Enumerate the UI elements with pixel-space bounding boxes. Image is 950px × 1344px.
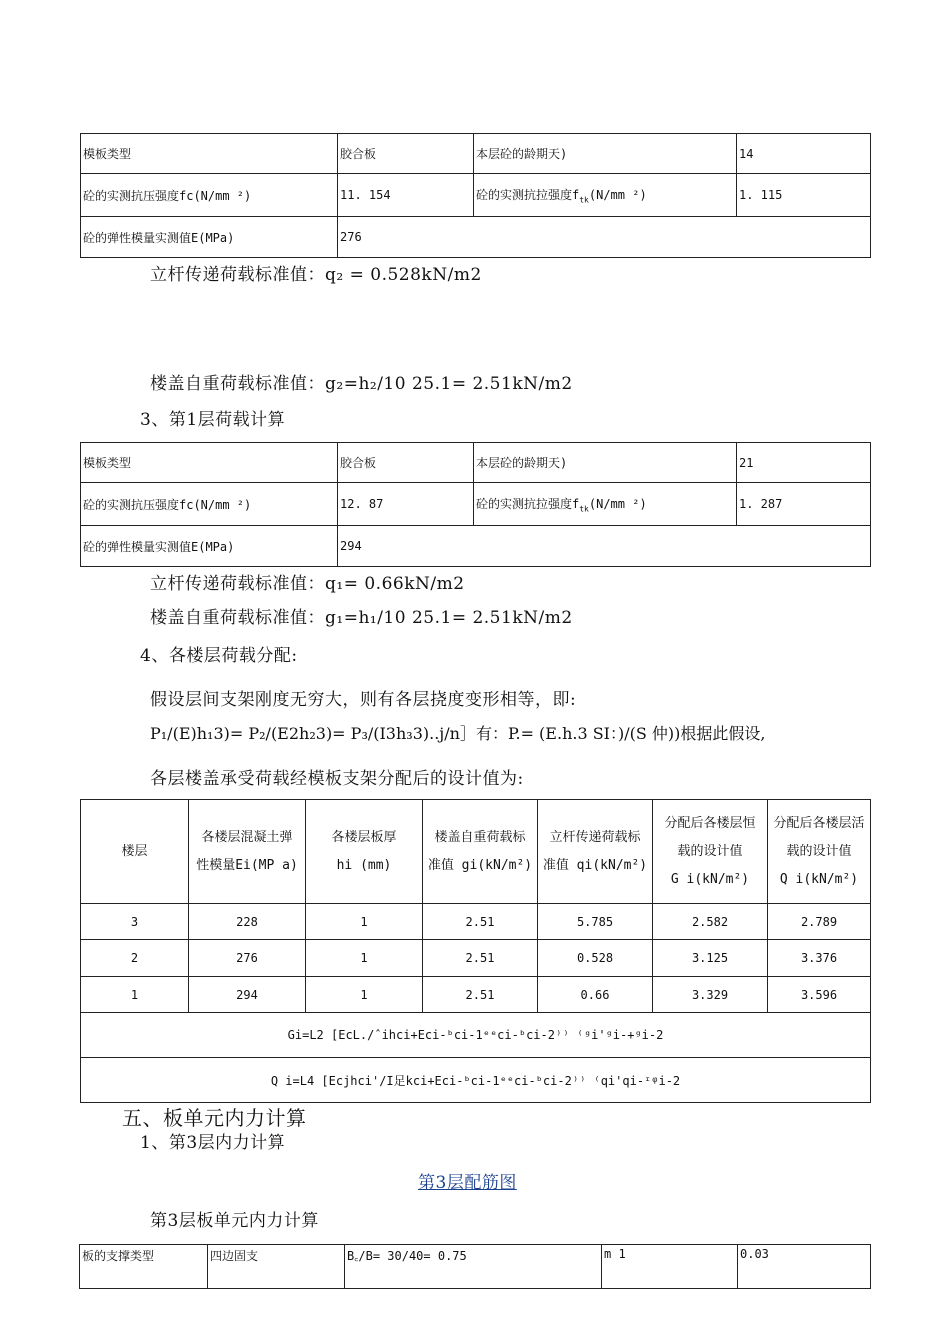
cell: 1 (306, 904, 423, 940)
cell: 276 (338, 217, 871, 258)
cell: 2.51 (423, 940, 538, 977)
cell: 砼的实测抗压强度fc(N/mm ²) (81, 174, 338, 217)
reinforcement-drawing-link[interactable]: 第3层配筋图 (418, 1173, 517, 1193)
formula-para: P₁/(E)h₁3)= P₂/(E2h₂3)= P₃/(I3h₃3)..j/n］有：P.= (E.h.3 SI：)/(S 仲))根据此假设, (150, 724, 766, 743)
table-row (81, 940, 871, 977)
cell: 砼的实测抗拉强度$f_{tk}(N/mm$ ²) (474, 483, 737, 526)
cell: 5.785 (538, 904, 653, 940)
cell: 胶合板 (338, 134, 474, 174)
cell: 1. 287 (737, 483, 871, 526)
cell: 12. 87 (338, 483, 474, 526)
cell: 3 (81, 904, 189, 940)
header-cell: 立杆传递荷载标 准值 qi(kN/m²) (538, 800, 653, 904)
cell: 1 (81, 977, 189, 1013)
table-concrete-props-layer2 (80, 133, 871, 258)
cell: 2.582 (653, 904, 768, 940)
cell: 板的支撑类型 (80, 1245, 208, 1289)
formula-q-cell: Q i=L4 [Ecjhci'/I足kci+Eci-ᵇci-1ᵉᵉci-ᵇci-2⁾⁾ ⁽qi'qi-ᶦᵠi-2 (81, 1058, 871, 1103)
cell: m 1 (602, 1245, 738, 1289)
cell: 21 (737, 443, 871, 483)
header-cell: 分配后各楼层恒 载的设计值 G i(kN/m²) (653, 800, 768, 904)
table-slab-support (79, 1244, 871, 1289)
cell: 砼的弹性模量实测值E(MPa) (81, 526, 338, 567)
cell: 3.596 (768, 977, 871, 1013)
cell: 1 (306, 977, 423, 1013)
table-row (81, 904, 871, 940)
cell: 砼的实测抗压强度fc(N/mm ²) (81, 483, 338, 526)
cell: 3.125 (653, 940, 768, 977)
cell: 2 (81, 940, 189, 977)
heading-3: 3、第1层荷载计算 (140, 410, 286, 430)
cell: 276 (189, 940, 306, 977)
cell: 3.329 (653, 977, 768, 1013)
formula-g-cell: Gi=L2 [EcL./ˆihci+Eci-ᵇci-1ᵉᵉci-ᵇci-2⁾⁾ ⁽ᵍi'ᵍi-+ᵍi-2 (81, 1013, 871, 1058)
cell: 14 (737, 134, 871, 174)
cell: 2.51 (423, 904, 538, 940)
header-cell: 各楼层板厚 hi (mm) (306, 800, 423, 904)
g2-line: 楼盖自重荷载标准值：g₂=h₂/10 25.1= 2.51kN/m2 (150, 374, 573, 394)
subheading-layer3-calc: 第3层板单元内力计算 (150, 1211, 319, 1231)
cell: 11. 154 (338, 174, 474, 217)
cell: 砼的弹性模量实测值E(MPa) (81, 217, 338, 258)
table-row (81, 977, 871, 1013)
cell: 本层砼的龄期天) (474, 134, 737, 174)
cell: 0.528 (538, 940, 653, 977)
header-cell: 楼层 (81, 800, 189, 904)
section-5-title: 五、板单元内力计算 (122, 1106, 307, 1130)
cell: 2.51 (423, 977, 538, 1013)
table-load-distribution (80, 799, 871, 1103)
table-concrete-props-layer1 (80, 442, 871, 567)
heading-5-1: 1、第3层内力计算 (140, 1133, 286, 1153)
cell: 模板类型 (81, 134, 338, 174)
header-cell: 楼盖自重荷载标 准值 gi(kN/m²) (423, 800, 538, 904)
cell: 0.66 (538, 977, 653, 1013)
cell: 294 (338, 526, 871, 567)
cell: 3.376 (768, 940, 871, 977)
cell: 砼的实测抗拉强度$f_{tk}(N/mm$ ²) (474, 174, 737, 217)
q1-line: 立杆传递荷载标准值：q₁= 0.66kN/m2 (150, 574, 465, 594)
cell: 四边固支 (208, 1245, 345, 1289)
header-cell: 分配后各楼层活 载的设计值 Q i(kN/m²) (768, 800, 871, 904)
heading-4: 4、各楼层荷载分配: (140, 646, 298, 666)
cell: 2.789 (768, 904, 871, 940)
cell: 1 (306, 940, 423, 977)
cell: 228 (189, 904, 306, 940)
design-value-para: 各层楼盖承受荷载经模板支架分配后的设计值为: (150, 769, 524, 789)
cell: 0.03 (738, 1245, 871, 1289)
header-cell: 各楼层混凝土弹 性模量Ei(MP a) (189, 800, 306, 904)
cell: 1. 115 (737, 174, 871, 217)
cell: 294 (189, 977, 306, 1013)
assumption-para: 假设层间支架刚度无穷大，则有各层挠度变形相等，即: (150, 690, 577, 710)
cell: B꜀/B= 30/40= 0.75 (345, 1245, 602, 1289)
cell: 胶合板 (338, 443, 474, 483)
cell: 本层砼的龄期天) (474, 443, 737, 483)
cell: 模板类型 (81, 443, 338, 483)
g1-line: 楼盖自重荷载标准值：g₁=h₁/10 25.1= 2.51kN/m2 (150, 608, 573, 628)
q2-line: 立杆传递荷载标准值：q₂ = 0.528kN/m2 (150, 265, 482, 285)
